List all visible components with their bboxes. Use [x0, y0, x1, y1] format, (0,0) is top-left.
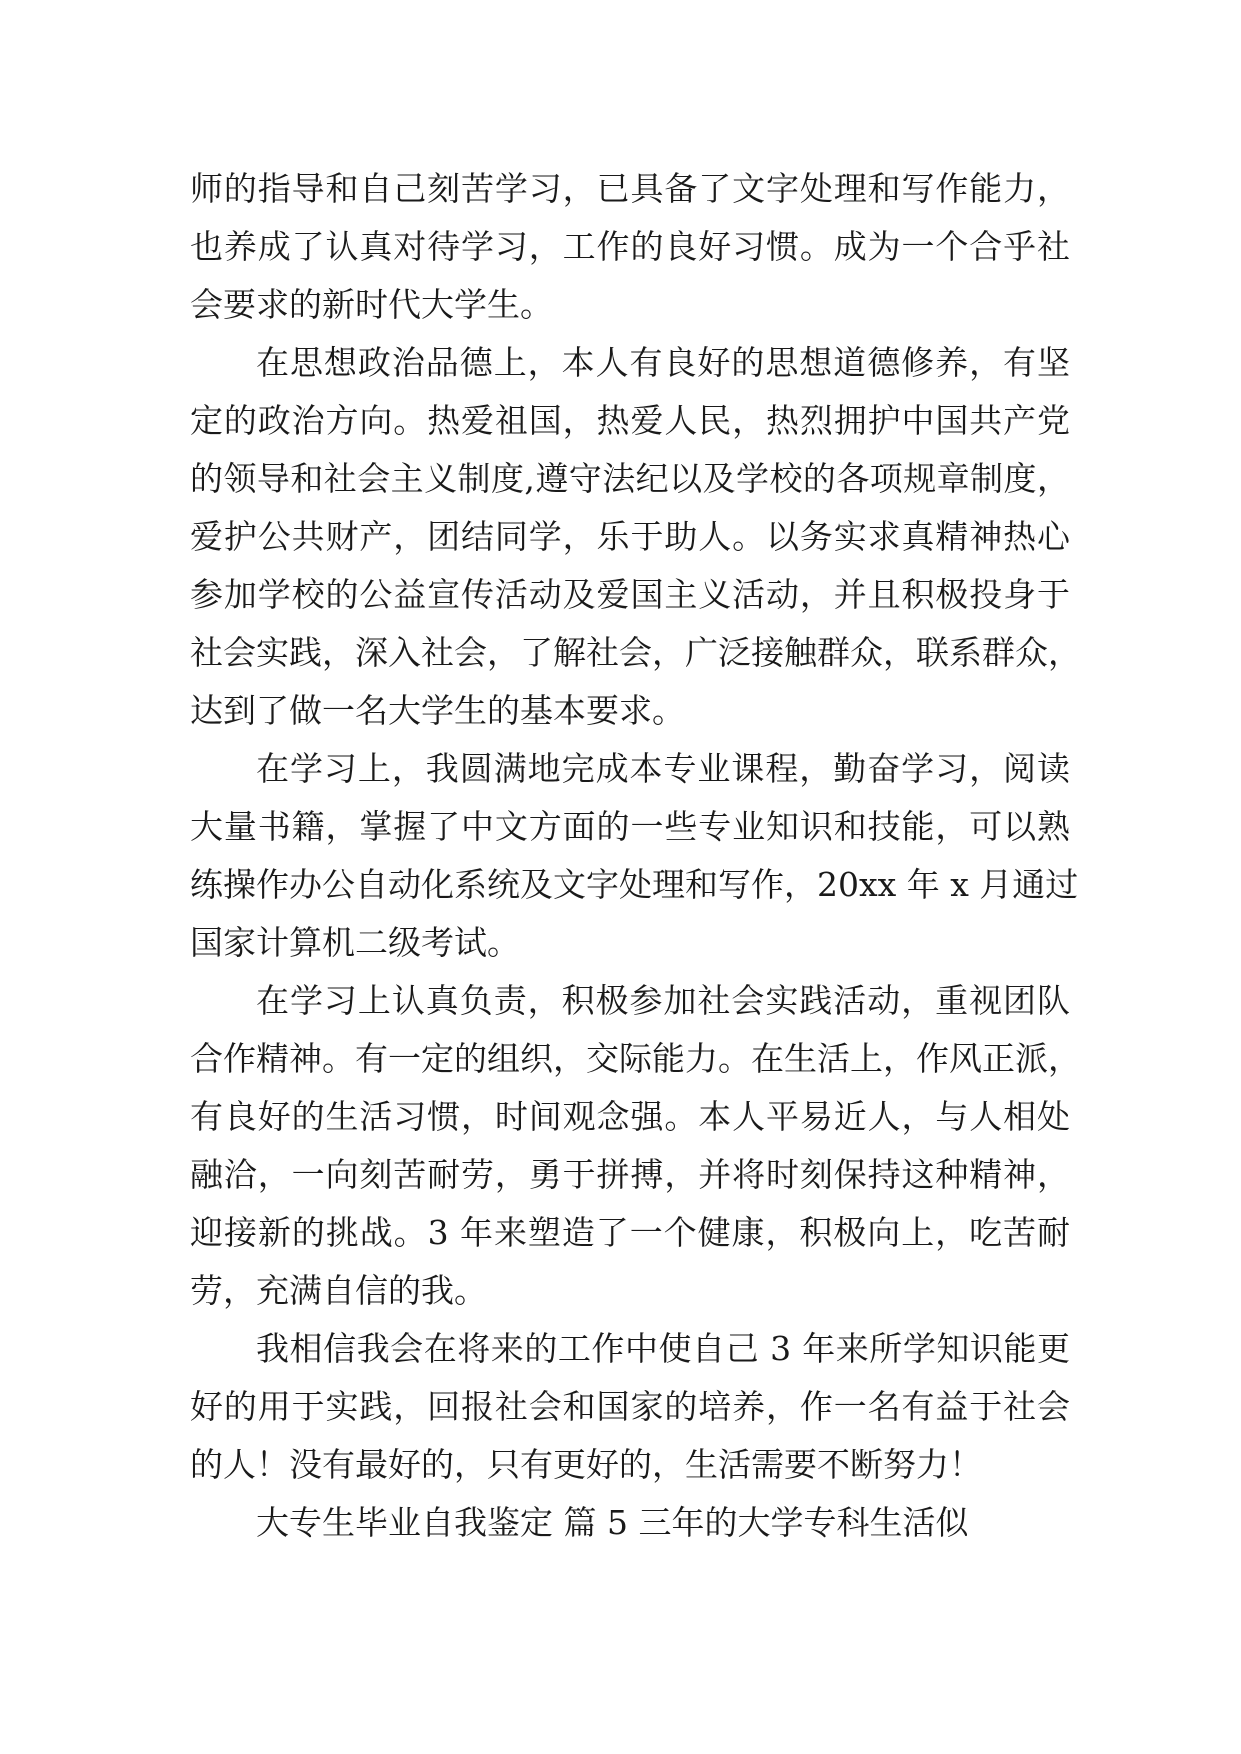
paragraph [190, 740, 1079, 972]
text-line: 在思想政治品德上，本人有良好的思想道德修养，有坚 [256, 343, 1070, 382]
text-line: 达到了做一名大学生的基本要求。 [190, 691, 685, 730]
paragraph [190, 1494, 1070, 1552]
text-line: 练操作办公自动化系统及文字处理和写作，20xx 年 x 月通过 [190, 865, 1079, 904]
text-line: 我相信我会在将来的工作中使自己 3 年来所学知识能更 [256, 1329, 1070, 1368]
document-body [190, 160, 1081, 1552]
text-line: 的领导和社会主义制度,遵守法纪以及学校的各项规章制度， [190, 459, 1070, 498]
paragraph [190, 972, 1081, 1320]
text-line: 也养成了认真对待学习，工作的良好习惯。成为一个合乎社 [190, 227, 1070, 266]
text-line: 有良好的生活习惯，时间观念强。本人平易近人，与人相处 [190, 1097, 1070, 1136]
text-line: 好的用于实践，回报社会和国家的培养，作一名有益于社会 [190, 1387, 1070, 1426]
text-line: 在学习上，我圆满地完成本专业课程，勤奋学习，阅读 [256, 749, 1070, 788]
text-line: 国家计算机二级考试。 [190, 923, 520, 962]
text-line: 师的指导和自己刻苦学习，已具备了文字处理和写作能力， [190, 169, 1070, 208]
text-line: 劳，充满自信的我。 [190, 1271, 487, 1310]
text-line: 的人！没有最好的，只有更好的，生活需要不断努力！ [190, 1445, 982, 1484]
text-line: 大量书籍，掌握了中文方面的一些专业知识和技能，可以熟 [190, 807, 1070, 846]
text-line: 社会实践，深入社会，了解社会，广泛接触群众，联系群众， [190, 633, 1081, 672]
text-line: 爱护公共财产，团结同学，乐于助人。以务实求真精神热心 [190, 517, 1070, 556]
text-line: 合作精神。有一定的组织，交际能力。在生活上，作风正派， [190, 1039, 1081, 1078]
text-line: 参加学校的公益宣传活动及爱国主义活动，并且积极投身于 [190, 575, 1070, 614]
text-line: 会要求的新时代大学生。 [190, 285, 553, 324]
text-line: 迎接新的挑战。3 年来塑造了一个健康，积极向上，吃苦耐 [190, 1213, 1070, 1252]
text-line: 大专生毕业自我鉴定 篇 5 三年的大学专科生活似 [256, 1503, 969, 1542]
paragraph [190, 1320, 1070, 1494]
text-line: 定的政治方向。热爱祖国，热爱人民，热烈拥护中国共产党 [190, 401, 1070, 440]
text-line: 在学习上认真负责，积极参加社会实践活动，重视团队 [256, 981, 1070, 1020]
paragraph [190, 334, 1081, 740]
text-line: 融洽，一向刻苦耐劳，勇于拼搏，并将时刻保持这种精神， [190, 1155, 1070, 1194]
paragraph [190, 160, 1070, 334]
